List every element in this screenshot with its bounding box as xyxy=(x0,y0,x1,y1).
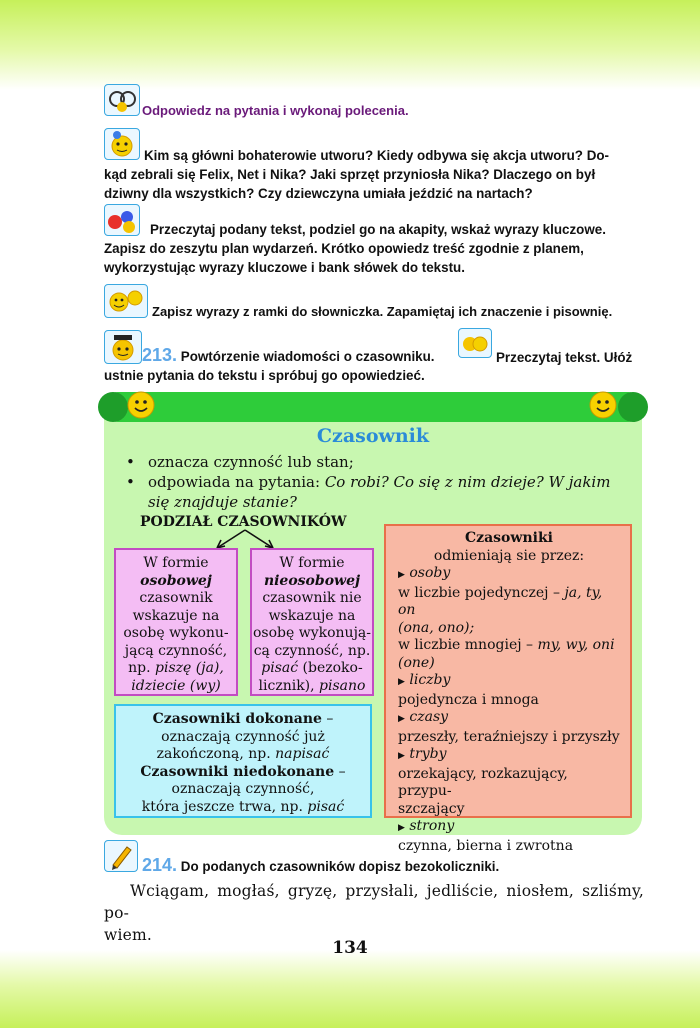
bullet-2-questions: Co robi? Co się z nim dzieje? W jakim xyxy=(324,473,611,491)
two-faces-icon xyxy=(458,328,492,358)
inflection-box xyxy=(384,524,632,854)
impersonal-l8 xyxy=(252,678,372,696)
imperfective-l1: oznaczają czynność, xyxy=(171,781,315,797)
triangle-bullet-icon: ▶ xyxy=(398,677,405,687)
impersonal-l4: wskazuje na xyxy=(268,607,356,624)
singular-text: w liczbie pojedynczej – xyxy=(398,584,565,601)
imperfective-title: Czasowniki niedokonane xyxy=(140,763,335,780)
personal-l7b: piszę (ja), xyxy=(155,660,224,676)
moods-text-2: szczający xyxy=(398,800,465,817)
perfective-l2 xyxy=(116,746,370,764)
pencil-icon xyxy=(104,840,138,872)
exercise-214-number: 214. xyxy=(142,855,178,875)
impersonal-l3: czasownik nie xyxy=(262,590,362,606)
triangle-bullet-icon: ▶ xyxy=(398,751,405,761)
impersonal-l5: osobę wykonują- xyxy=(253,625,371,641)
questions-line-3: dziwny dla wszystkich? Czy dziewczyna umiała jeździć na nartach? xyxy=(104,186,533,201)
exercise-214-instruction: Do podanych czasowników dopisz bezokoliczniki. xyxy=(180,859,500,874)
questions-paragraph xyxy=(104,146,644,203)
exercise-214-words xyxy=(104,880,644,946)
read-task-line-1: Przeczytaj podany tekst, podziel go na akapity, wskaż wyrazy kluczowe. xyxy=(150,222,606,237)
magnifier-icon xyxy=(104,84,140,116)
read-task-line-2: Zapisz do zeszytu plan wydarzeń. Krótko opowiedz treść zgodnie z planem, xyxy=(104,241,584,256)
exercise-214-words-l2: wiem. xyxy=(104,926,153,944)
graduate-face-icon xyxy=(104,330,142,364)
personal-l2: osobowej xyxy=(140,572,212,589)
smiley-left-icon xyxy=(126,390,156,420)
top-gradient-band xyxy=(0,0,700,90)
aspect-box xyxy=(114,704,372,818)
bullet-2-continued: się znajduje stanie? xyxy=(148,493,297,511)
imperfective-heading xyxy=(116,764,370,782)
definition-bullets xyxy=(124,452,624,512)
personal-l7 xyxy=(116,660,236,678)
questions-line-1: Kim są główni bohaterowie utworu? Kiedy odbywa się akcja utworu? Do- xyxy=(144,148,610,163)
imperfective-l2a: która jeszcze trwa, np. xyxy=(141,798,308,815)
page-number: 134 xyxy=(332,938,368,958)
ribbon-curl-right xyxy=(618,392,648,422)
triangle-bullet-icon: ▶ xyxy=(398,823,405,833)
moods-text-1: orzekający, rozkazujący, przypu- xyxy=(398,765,568,799)
triangle-bullet-icon: ▶ xyxy=(398,570,405,580)
personal-l1: W formie xyxy=(143,555,209,571)
singular-line xyxy=(398,585,620,620)
perfective-example: napisać xyxy=(275,746,330,762)
triangle-bullet-icon: ▶ xyxy=(398,714,405,724)
exercise-214-words-l1: Wciągam, mogłaś, gryzę, przysłali, jedliście, niosłem, szliśmy, po- xyxy=(104,882,644,922)
personal-l4: wskazuje na xyxy=(132,607,220,624)
perfective-l2a: zakończoną, np. xyxy=(156,746,276,762)
imperfective-dash: – xyxy=(334,763,346,780)
perfective-dash: – xyxy=(321,711,334,727)
persons-label-row xyxy=(398,565,620,585)
plural-text: w liczbie mnogiej – xyxy=(398,637,538,653)
impersonal-l6: cą czynność, np. xyxy=(253,642,371,659)
exercise-213-number: 213. xyxy=(142,345,178,365)
tenses-text: przeszły, teraźniejszy i przyszły xyxy=(398,728,620,745)
personal-l5: osobę wykonu- xyxy=(123,625,229,641)
impersonal-l8b: pisano xyxy=(319,677,366,694)
ribbon-curl-left xyxy=(98,392,128,422)
read-task-paragraph xyxy=(104,220,644,277)
imperfective-example: pisać xyxy=(307,798,345,815)
read-task-line-3: wykorzystując wyrazy kluczowe i bank słówek do tekstu. xyxy=(104,260,465,275)
plural-pronouns-2: (one) xyxy=(398,654,435,671)
perfective-title: Czasowniki dokonane xyxy=(152,711,322,727)
personal-form-box xyxy=(114,548,238,696)
impersonal-l7b: (bezoko- xyxy=(298,660,363,676)
numbers-text: pojedyncza i mnoga xyxy=(398,691,539,708)
singular-pronouns: ja, ty, on xyxy=(398,584,603,618)
inflection-title: Czasowniki xyxy=(465,530,553,546)
singular-pronouns-2: (ona, ono); xyxy=(398,619,475,636)
questions-line-2: kąd zebrali się Felix, Net i Nika? Jaki sprzęt przyniosła Nika? Dlaczego on był xyxy=(104,167,596,182)
panel-title: Czasownik xyxy=(316,425,430,447)
exercise-214-line xyxy=(142,856,646,876)
exercise-213-text-3: ustnie pytania do tekstu i spróbuj go opowiedzieć. xyxy=(104,368,425,383)
impersonal-l2: nieosobowej xyxy=(263,572,361,589)
bullet-2 xyxy=(124,472,624,492)
numbers-label: liczby xyxy=(409,672,451,688)
bullet-2-text: odpowiada na pytania: xyxy=(148,473,325,491)
smiling-faces-icon xyxy=(104,284,148,318)
impersonal-l7 xyxy=(252,660,372,678)
tenses-label: czasy xyxy=(409,709,449,725)
voices-text: czynna, bierna i zwrotna xyxy=(398,837,574,854)
perfective-heading xyxy=(116,711,370,729)
bottom-gradient-band xyxy=(0,950,700,1028)
personal-l3: czasownik xyxy=(139,590,213,606)
plural-line xyxy=(398,637,620,655)
impersonal-l8a: licznik), xyxy=(258,677,320,694)
bullet-1: • oznacza czynność lub stan; xyxy=(124,452,624,472)
exercise-213-text-2: Przeczytaj tekst. Ułóż xyxy=(496,350,633,365)
personal-l8: idziecie (wy) xyxy=(131,677,221,694)
panel-ribbon xyxy=(104,392,642,422)
persons-label: osoby xyxy=(409,565,451,581)
exercise-213-text: Powtórzenie wiadomości o czasowniku. xyxy=(180,349,435,364)
header-instruction: Odpowiedz na pytania i wykonaj polecenia. xyxy=(142,103,409,118)
personal-l6: jącą czynność, xyxy=(124,642,228,659)
inflection-subtitle: odmieniają sie przez: xyxy=(433,547,585,564)
impersonal-l1: W formie xyxy=(279,555,345,571)
voices-label: strony xyxy=(409,818,455,834)
vocab-task: Zapisz wyrazy z ramki do słowniczka. Zapamiętaj ich znaczenie i pisownię. xyxy=(152,304,613,319)
tenses-label-row xyxy=(398,709,620,729)
voices-label-row xyxy=(398,818,620,838)
impersonal-form-box xyxy=(250,548,374,696)
personal-l7a: np. xyxy=(128,660,156,676)
impersonal-l7a: pisać xyxy=(261,660,299,676)
plural-pronouns: my, wy, oni xyxy=(537,637,615,653)
division-heading: PODZIAŁ CZASOWNIKÓW xyxy=(140,514,347,530)
moods-label-row xyxy=(398,746,620,766)
numbers-label-row xyxy=(398,672,620,692)
smiley-right-icon xyxy=(588,390,618,420)
moods-label: tryby xyxy=(409,746,447,762)
imperfective-l2 xyxy=(116,799,370,817)
perfective-l1: oznaczają czynność już xyxy=(161,728,325,745)
